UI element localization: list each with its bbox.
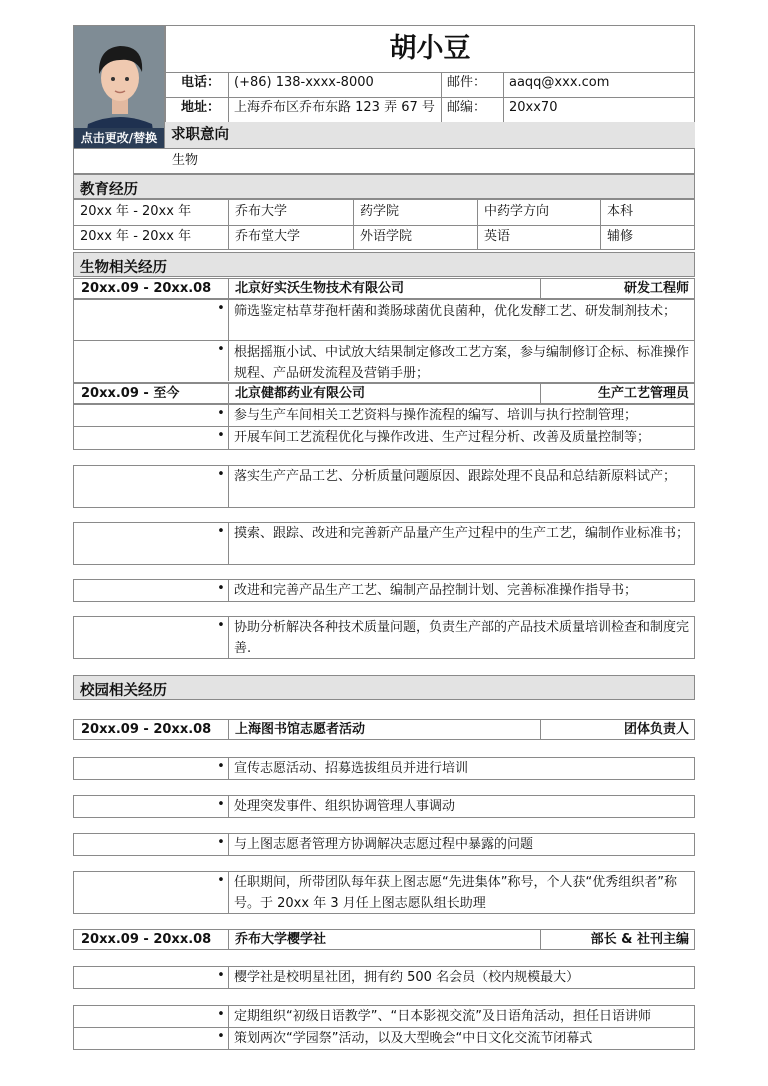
job-header xyxy=(73,719,695,740)
job-role: 部长 & 社刊主编 xyxy=(590,932,689,947)
job-role: 团体负责人 xyxy=(623,722,689,737)
objective-value: 生物 xyxy=(172,153,199,168)
bullet-icon: • xyxy=(217,618,225,633)
phone-label: 电话： xyxy=(180,75,220,90)
divider xyxy=(165,72,695,73)
job-period: 20xx.09 - 20xx.08 xyxy=(81,722,212,737)
divider xyxy=(73,225,695,226)
divider xyxy=(441,72,442,122)
list-item: • 筛选鉴定枯草芽孢杆菌和粪肠球菌优良菌种，优化发酵工艺、研发制剂技术； xyxy=(73,299,695,341)
edu-school: 乔布大学 xyxy=(235,204,288,219)
edu-major: 中药学方向 xyxy=(484,204,550,219)
list-item: • 摸索、跟踪、改进和完善新产品量产生产过程中的生产工艺，编制作业标准书； xyxy=(73,522,695,565)
bullet-icon: • xyxy=(217,428,225,443)
bullet-icon: • xyxy=(217,342,225,357)
divider xyxy=(228,199,229,250)
job-company: 上海图书馆志愿者活动 xyxy=(235,722,366,737)
list-item: • 根据摇瓶小试、中试放大结果制定修改工艺方案，参与编制修订企标、标准操作规程、产品研发流程及营销手册； xyxy=(73,341,695,383)
bullet-icon: • xyxy=(217,301,225,316)
email-label: 邮件： xyxy=(447,75,487,90)
bullet-icon: • xyxy=(217,835,225,850)
job-company: 北京健都药业有限公司 xyxy=(235,386,366,401)
edu-college: 药学院 xyxy=(360,204,400,219)
phone-value[interactable]: (+86) 138-xxxx-8000 xyxy=(234,75,374,90)
job-period: 20xx.09 - 20xx.08 xyxy=(81,281,212,296)
divider xyxy=(228,72,229,122)
divider xyxy=(600,199,601,250)
edu-college: 外语学院 xyxy=(360,229,413,244)
job-company: 北京好实沃生物技术有限公司 xyxy=(235,281,405,296)
edu-period: 20xx 年 - 20xx 年 xyxy=(80,229,192,244)
job-period: 20xx.09 - 至今 xyxy=(81,386,180,401)
campus-experience-heading: 校园相关经历 xyxy=(73,675,695,700)
objective-heading: 求职意向 xyxy=(165,122,695,149)
bullet-icon: • xyxy=(217,1029,225,1044)
job-role: 研发工程师 xyxy=(623,281,689,296)
edu-degree: 本科 xyxy=(607,204,634,219)
job-period: 20xx.09 - 20xx.08 xyxy=(81,932,212,947)
list-item: • 宣传志愿活动、招募选拔组员并进行培训 xyxy=(73,757,695,780)
edu-period: 20xx 年 - 20xx 年 xyxy=(80,204,192,219)
divider xyxy=(165,97,695,98)
divider xyxy=(353,199,354,250)
profile-photo[interactable] xyxy=(73,25,165,149)
bullet-icon: • xyxy=(217,467,225,482)
edu-school: 乔布堂大学 xyxy=(235,229,301,244)
education-heading: 教育经历 xyxy=(73,174,695,199)
address-label: 地址： xyxy=(180,100,220,115)
edu-degree: 辅修 xyxy=(607,229,634,244)
email-value[interactable]: aaqq@xxx.com xyxy=(509,75,610,90)
job-header xyxy=(73,383,695,404)
bullet-icon: • xyxy=(217,581,225,596)
photo-change-caption[interactable]: 点击更改/替换 xyxy=(74,128,164,148)
list-item: • 开展车间工艺流程优化与操作改进、生产过程分析、改善及质量控制等； xyxy=(73,427,695,450)
bullet-icon: • xyxy=(217,873,225,888)
resume-name: 胡小豆 xyxy=(389,33,471,64)
edu-major: 英语 xyxy=(484,229,511,244)
job-header xyxy=(73,278,695,299)
list-item: • 参与生产车间相关工艺资料与操作流程的编写、培训与执行控制管理； xyxy=(73,404,695,427)
bullet-icon: • xyxy=(217,406,225,421)
divider xyxy=(503,72,504,122)
list-item: • 协助分析解决各种技术质量问题，负责生产部的产品技术质量培训检查和制度完善. xyxy=(73,616,695,659)
bio-experience-heading: 生物相关经历 xyxy=(73,252,695,277)
list-item: • 与上图志愿者管理方协调解决志愿过程中暴露的问题 xyxy=(73,833,695,856)
bullet-icon: • xyxy=(217,524,225,539)
divider xyxy=(477,199,478,250)
job-role: 生产工艺管理员 xyxy=(597,386,689,401)
list-item: • 策划两次“学园祭”活动，以及大型晚会“中日文化交流节闭幕式 xyxy=(73,1028,695,1050)
list-item: • 改进和完善产品生产工艺、编制产品控制计划、完善标准操作指导书； xyxy=(73,579,695,602)
list-item: • 定期组织“初级日语教学”、“日本影视交流”及日语角活动，担任日语讲师 xyxy=(73,1005,695,1028)
address-value[interactable]: 上海乔布区乔布东路 123 弄 67 号 xyxy=(234,100,435,115)
zip-value[interactable]: 20xx70 xyxy=(509,100,558,115)
bullet-icon: • xyxy=(217,759,225,774)
job-company: 乔布大学樱学社 xyxy=(235,932,327,947)
list-item: • 樱学社是校明星社团，拥有约 500 名会员（校内规模最大） xyxy=(73,966,695,989)
list-item: • 任职期间，所带团队每年获上图志愿“先进集体”称号，个人获“优秀组织者”称号。于 20xx 年 3 月任上图志愿队组长助理 xyxy=(73,871,695,914)
bullet-icon: • xyxy=(217,968,225,983)
zip-label: 邮编： xyxy=(447,100,487,115)
job-header xyxy=(73,929,695,950)
bullet-icon: • xyxy=(217,1007,225,1022)
list-item: • 落实生产产品工艺、分析质量问题原因、跟踪处理不良品和总结新原料试产； xyxy=(73,465,695,508)
bullet-icon: • xyxy=(217,797,225,812)
list-item: • 处理突发事件、组织协调管理人事调动 xyxy=(73,795,695,818)
